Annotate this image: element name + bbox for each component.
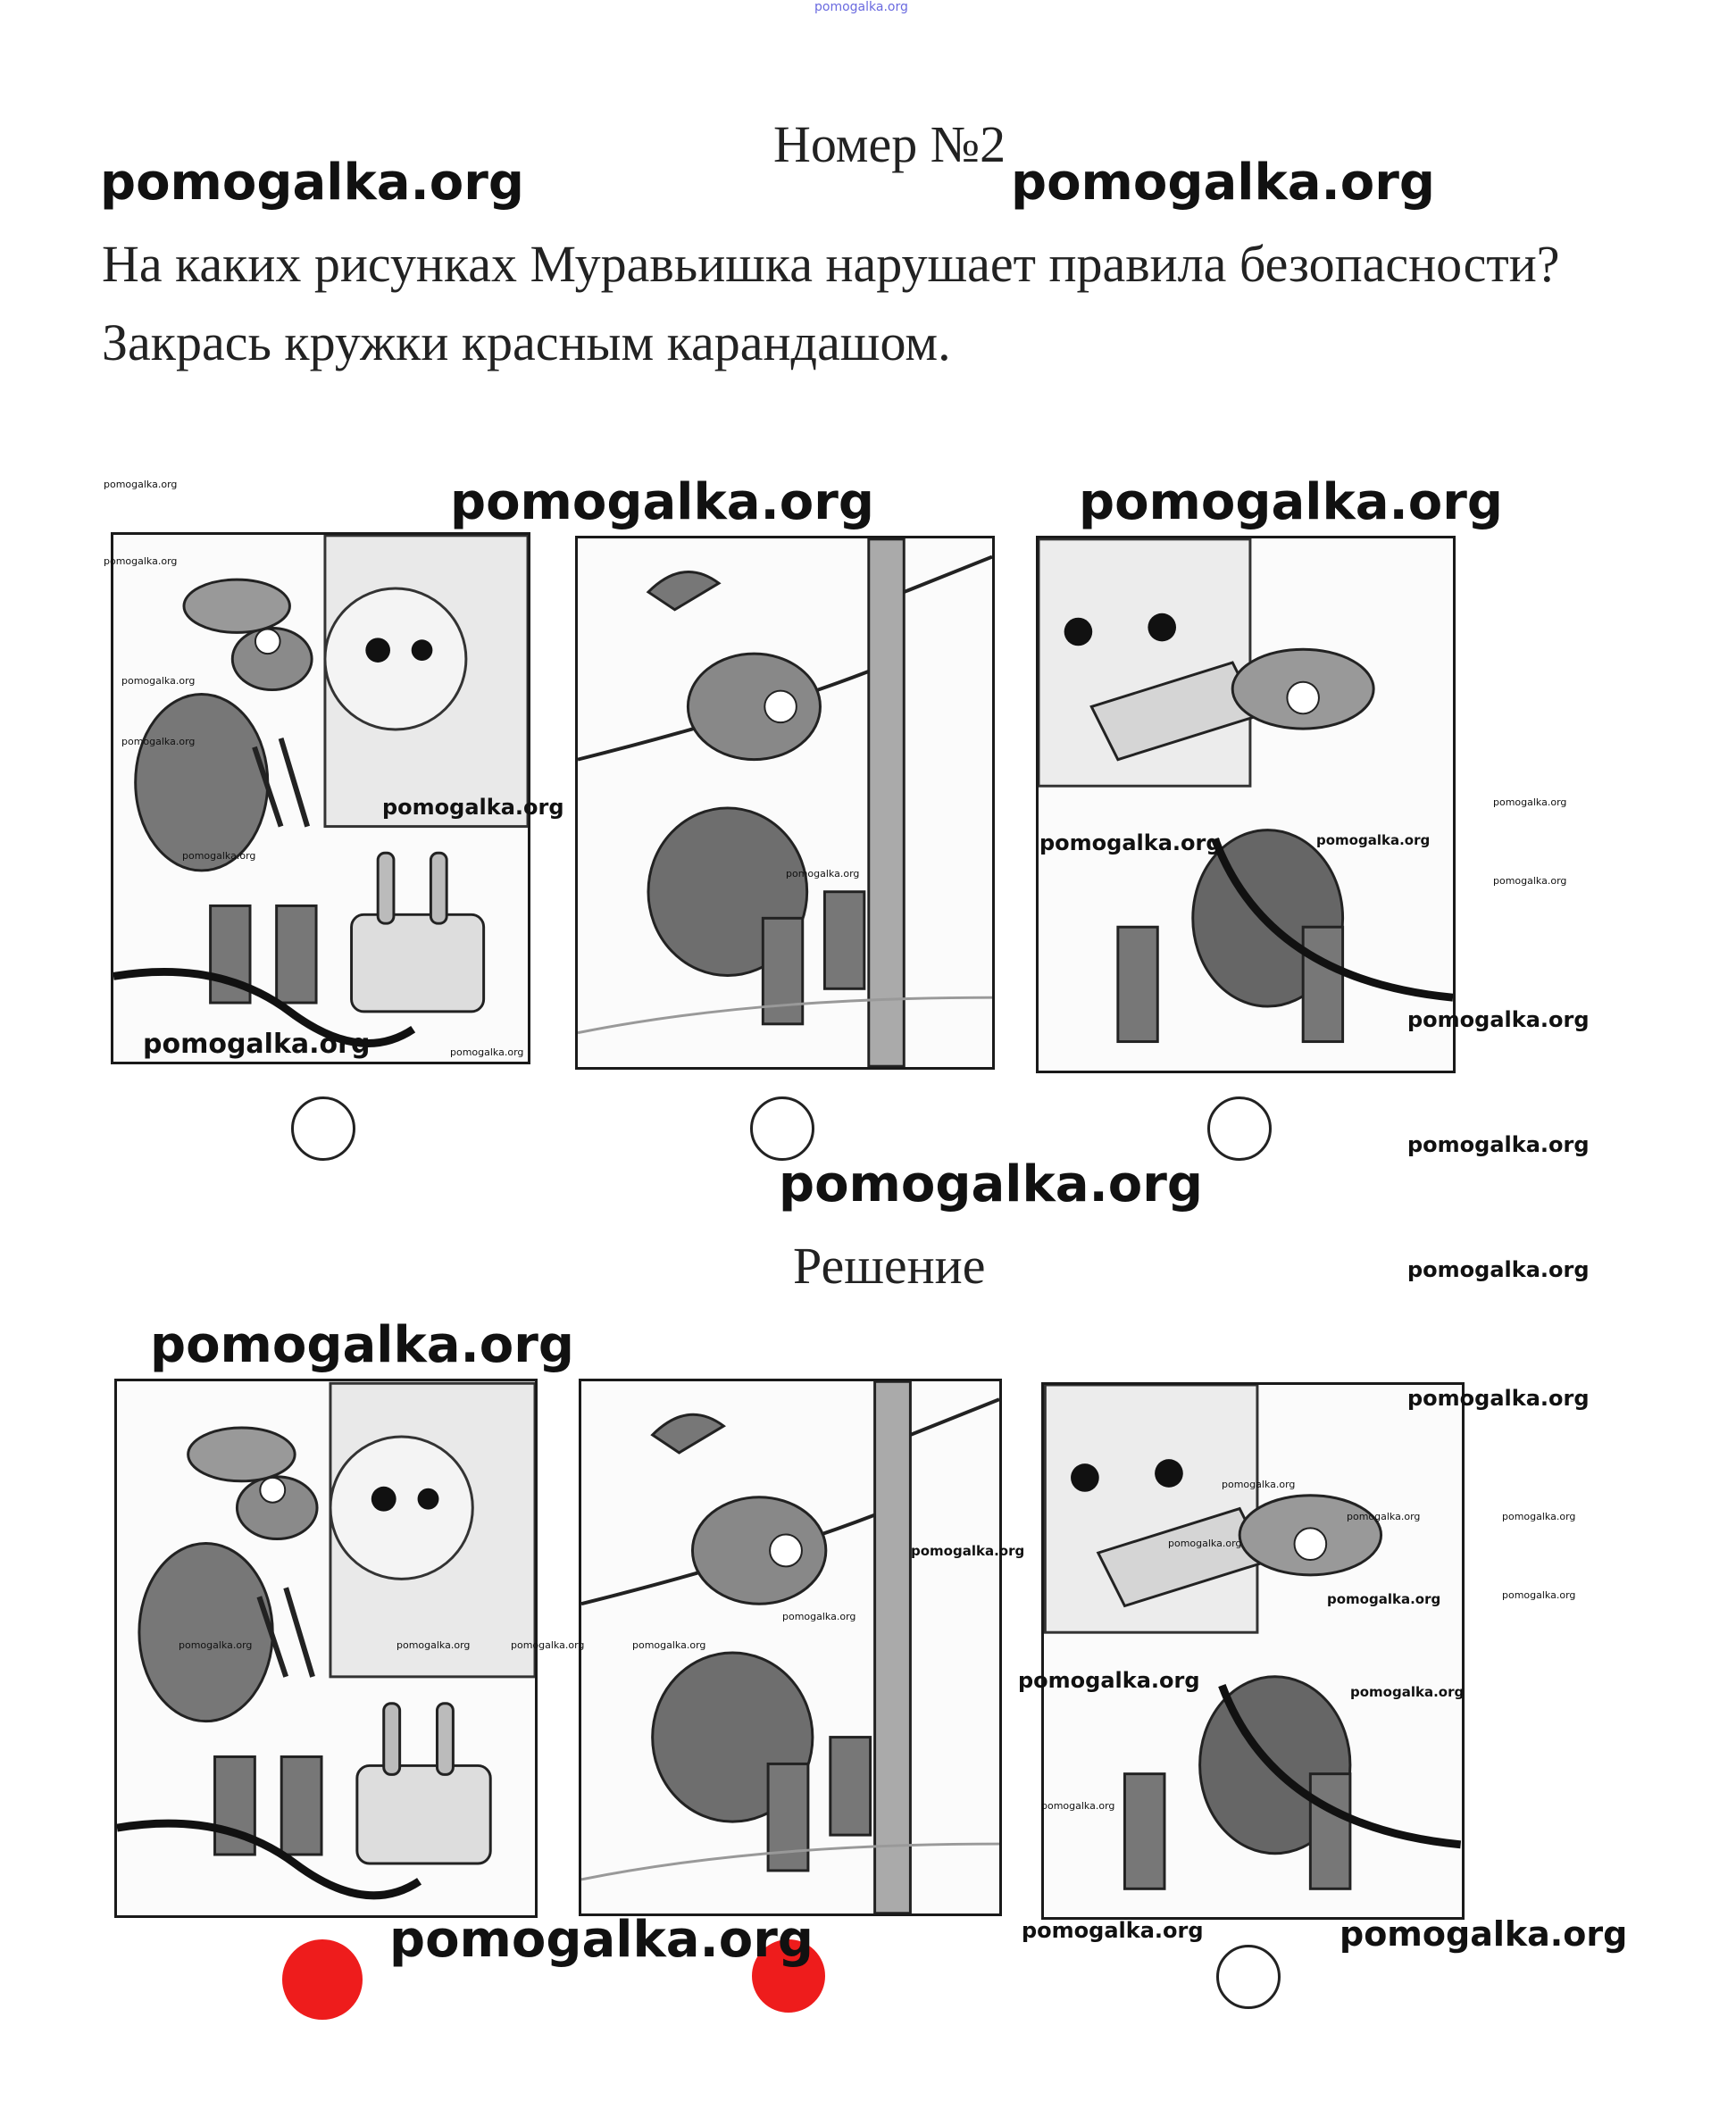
watermark: pomogalka.org: [632, 1639, 706, 1651]
ant-carrying-plug-icon: [1044, 1385, 1465, 1917]
solution-answer-circle-1[interactable]: [282, 1939, 363, 2020]
watermark: pomogalka.org: [382, 795, 564, 820]
watermark: pomogalka.org: [1407, 1132, 1590, 1157]
watermark: pomogalka.org: [1222, 1479, 1296, 1490]
watermark: pomogalka.org: [1079, 473, 1503, 531]
watermark: pomogalka.org: [396, 1639, 471, 1651]
task-number: Номер №2: [773, 115, 1006, 173]
watermark: pomogalka.org: [100, 154, 524, 212]
watermark: pomogalka.org: [1407, 1257, 1590, 1282]
watermark: pomogalka.org: [1018, 1668, 1200, 1693]
watermark: pomogalka.org: [1327, 1591, 1441, 1607]
watermark: pomogalka.org: [1039, 830, 1222, 855]
watermark: pomogalka.org: [1168, 1538, 1242, 1549]
watermark: pomogalka.org: [1022, 1918, 1204, 1943]
watermark: pomogalka.org: [1407, 1007, 1590, 1032]
watermark: pomogalka.org: [1340, 1914, 1628, 1954]
watermark: pomogalka.org: [104, 479, 178, 490]
watermark: pomogalka.org: [1350, 1684, 1465, 1700]
task-instruction: Закрась кружки красным карандашом.: [102, 313, 951, 371]
watermark: pomogalka.org: [786, 868, 860, 880]
source-link[interactable]: pomogalka.org: [814, 0, 908, 14]
watermark: pomogalka.org: [1407, 1386, 1590, 1411]
watermark: pomogalka.org: [450, 1046, 524, 1058]
watermark: pomogalka.org: [121, 736, 196, 747]
watermark: pomogalka.org: [104, 555, 178, 567]
watermark: pomogalka.org: [1041, 1800, 1115, 1812]
watermark: pomogalka.org: [143, 1029, 371, 1060]
watermark: pomogalka.org: [179, 1639, 253, 1651]
watermark: pomogalka.org: [1493, 796, 1567, 808]
watermark: pomogalka.org: [450, 473, 874, 531]
watermark: pomogalka.org: [1347, 1511, 1421, 1522]
task-answer-circle-2[interactable]: [750, 1096, 814, 1161]
ant-carrying-plug-icon: [1039, 538, 1453, 1071]
watermark: pomogalka.org: [121, 675, 196, 687]
task-answer-circle-1[interactable]: [291, 1096, 355, 1161]
watermark: pomogalka.org: [389, 1911, 814, 1969]
watermark: pomogalka.org: [150, 1316, 574, 1374]
solution-panel-plug: [1041, 1382, 1465, 1920]
task-answer-circle-3[interactable]: [1207, 1096, 1272, 1161]
task-panel-pole: [575, 536, 995, 1070]
watermark: pomogalka.org: [182, 850, 256, 862]
ant-on-pole-icon: [578, 538, 992, 1067]
watermark: pomogalka.org: [779, 1155, 1203, 1213]
task-question: На каких рисунках Муравьишка нарушает правила безопасности?: [102, 235, 1560, 293]
watermark: pomogalka.org: [511, 1639, 585, 1651]
watermark: pomogalka.org: [911, 1543, 1025, 1559]
task-panel-plug: [1036, 536, 1456, 1073]
watermark: pomogalka.org: [1502, 1511, 1576, 1522]
watermark: pomogalka.org: [1011, 154, 1435, 212]
watermark: pomogalka.org: [1493, 875, 1567, 887]
solution-heading: Решение: [793, 1237, 986, 1295]
watermark: pomogalka.org: [1502, 1589, 1576, 1601]
solution-answer-circle-3[interactable]: [1216, 1945, 1281, 2009]
watermark: pomogalka.org: [1316, 832, 1431, 848]
watermark: pomogalka.org: [782, 1611, 856, 1622]
